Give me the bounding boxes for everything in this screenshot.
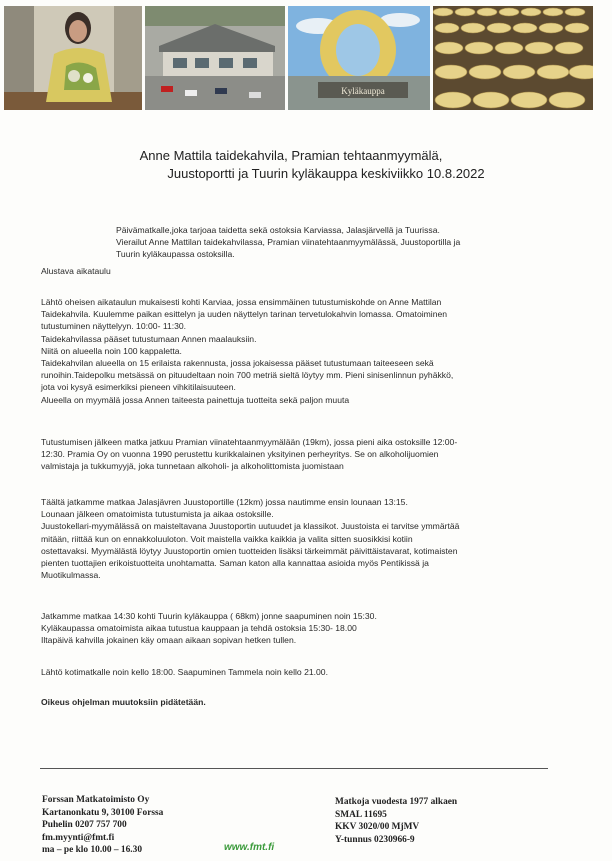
footer-registration-info [335, 796, 457, 846]
paragraph-line: 12:30. Pramia Oy on vuonna 1990 perustettu kurikkalainen yksityinen perheyritys. Se on alkoholijuomien [41, 449, 439, 460]
paragraph-line: Jatkamme matkaa 14:30 kohti Tuurin kyläkauppa ( 68km) jonne saapuminen noin 15:30. [41, 611, 377, 621]
photo-cheese-shelves [433, 6, 593, 110]
intro-block [116, 224, 516, 261]
company-name: Forssan Matkatoimisto Oy [42, 795, 150, 805]
paragraph-pramia [41, 436, 556, 473]
intro-line: Tuurin kyläkaupassa ostoksilla. [116, 249, 235, 260]
company-hours: ma – pe klo 10.00 – 16.30 [42, 845, 143, 856]
paragraph-juustoportti [41, 496, 556, 581]
company-email: fm.myynti@fmt.fi [42, 832, 115, 843]
paragraph-line: Täältä jatkamme matkaa Jalasjävren Juustoportille (12km) jossa nautimme ensin lounaan 13:15. [41, 497, 408, 507]
footer-company-info [42, 794, 163, 857]
paragraph-line: Niitä on alueella noin 100 kappaletta. [41, 345, 182, 356]
paragraph-line: tutustuminen näyttelyyn. 10:00- 11:30. [41, 321, 187, 332]
website-link[interactable]: www.fmt.fi [224, 842, 275, 853]
paragraph-line: Lounaan jälkeen omatoimista tutustumista ja aikaa ostoksille. [41, 509, 274, 520]
page-title-line-1: Anne Mattila taidekahvila, Pramian tehtaanmyymälä, [139, 148, 443, 163]
paragraph-line: Taidekahvilan alueella on 15 erilaista rakennusta, jossa jokaisessa pääset tutustumaan taiteeseen sekä [41, 358, 434, 369]
paragraph-line: Lähtö kotimatkalle noin kello 18:00. Saapuminen Tammela noin kello 21.00. [41, 667, 328, 677]
photo-artist [4, 6, 142, 110]
paragraph-line: pienten tuottajien erikoistuotteita unohtamatta. Saman katon alla kannattaa asioida myös Pentikissä ja [41, 558, 429, 569]
paragraph-line: Taidekahvilassa pääset tutustumaan Annen maalauksiin. [41, 333, 257, 344]
paragraph-line: Juustokellari-myymälässä on maisteltavana Juustoportin uutuudet ja klassikot. Juustoista ei tarvitse ymmärtää [41, 521, 460, 532]
footer-divider [40, 768, 548, 769]
company-phone: Puhelin 0207 757 700 [42, 820, 127, 831]
paragraph-karvia [41, 296, 556, 406]
founded-text: Matkoja vuodesta 1977 alkaen [335, 797, 458, 807]
paragraph-line: Taidekahvila. Kuulemme paikan esittelyn ja uuden näyttelyn tarinan tervetulokahvin lomassa. Omatoiminen [41, 309, 448, 320]
paragraph-line: valmistaja ja tukkumyyjä, joka tunnetaan alkoholi- ja alkoholittomista juomistaan [41, 461, 344, 472]
paragraph-line: Alueella on myymälä jossa Annen taiteesta painettuja tuotteita sekä paljon muuta [41, 394, 350, 405]
photo-cheese-ring-sculpture [288, 6, 430, 110]
paragraph-line: runoihin.Taidepolku metsässä on pituudeltaan noin 700 metriä sieltä löytyy mm. Pieni sinisenlinnun pyhäkkö, [41, 370, 454, 381]
intro-line: Päivämatkalle,joka tarjoaa taidetta sekä ostoksia Karviassa, Jalasjärvellä ja Tuurissa. [116, 225, 440, 235]
schedule-heading: Alustava aikataulu [41, 266, 111, 276]
paragraph-tuuri [41, 610, 556, 647]
paragraph-line: Iltapäivä kahvilla jokainen käy omaan aikaan sopivan hetken tullen. [41, 635, 297, 646]
paragraph-line: Lähtö oheisen aikataulun mukaisesti kohti Karviaa, jossa ensimmäinen tutustumiskohde on Anne Mattilan [41, 297, 442, 307]
photo-factory-shop [145, 6, 285, 110]
paragraph-line: ostettavaksi. Myymälästä löytyy Juustoportin omien tuotteiden lisäksi tärkeimmät päivittäistavarat, kotimaisten [41, 545, 458, 556]
paragraph-line: mitään, riittää kun on ennakkoluuloton. Voit maistella vaikka kaikkia ja valita sitten suosikkisi kotiin [41, 533, 413, 544]
paragraph-line: Tutustumisen jälkeen matka jatkuu Pramian viinatehtaanmyymälään (19km), jossa pieni aika ostoksille 12:00- [41, 437, 458, 447]
intro-line: Vierailut Anne Mattilan taidekahvilassa, Pramian viinatehtaanmyymälässä, Juustoportilla ja [116, 237, 461, 248]
paragraph-line: Muotikulmassa. [41, 570, 101, 581]
kkv-number: KKV 3020/00 MjMV [335, 822, 420, 833]
business-id: Y-tunnus 0230966-9 [335, 834, 415, 845]
paragraph-line: Kyläkaupassa omatoimista aikaa tutustua kauppaan ja tehdä ostoksia 15:30- 18.00 [41, 623, 357, 634]
page-title-line-2: Juustoportti ja Tuurin kyläkauppa keskiviikko 10.8.2022 [167, 166, 485, 181]
kylakauppa-sign-text: Kyläkauppa [341, 86, 385, 96]
header-photo-strip [0, 0, 612, 112]
disclaimer: Oikeus ohjelman muutoksiin pidätetään. [41, 697, 206, 707]
company-address: Kartanonkatu 9, 30100 Forssa [42, 807, 164, 818]
smal-number: SMAL 11695 [335, 809, 387, 820]
paragraph-return [41, 666, 556, 678]
paragraph-line: jota voi kysyä esimerkiksi pieneen vihkitilaisuuteen. [41, 382, 236, 393]
